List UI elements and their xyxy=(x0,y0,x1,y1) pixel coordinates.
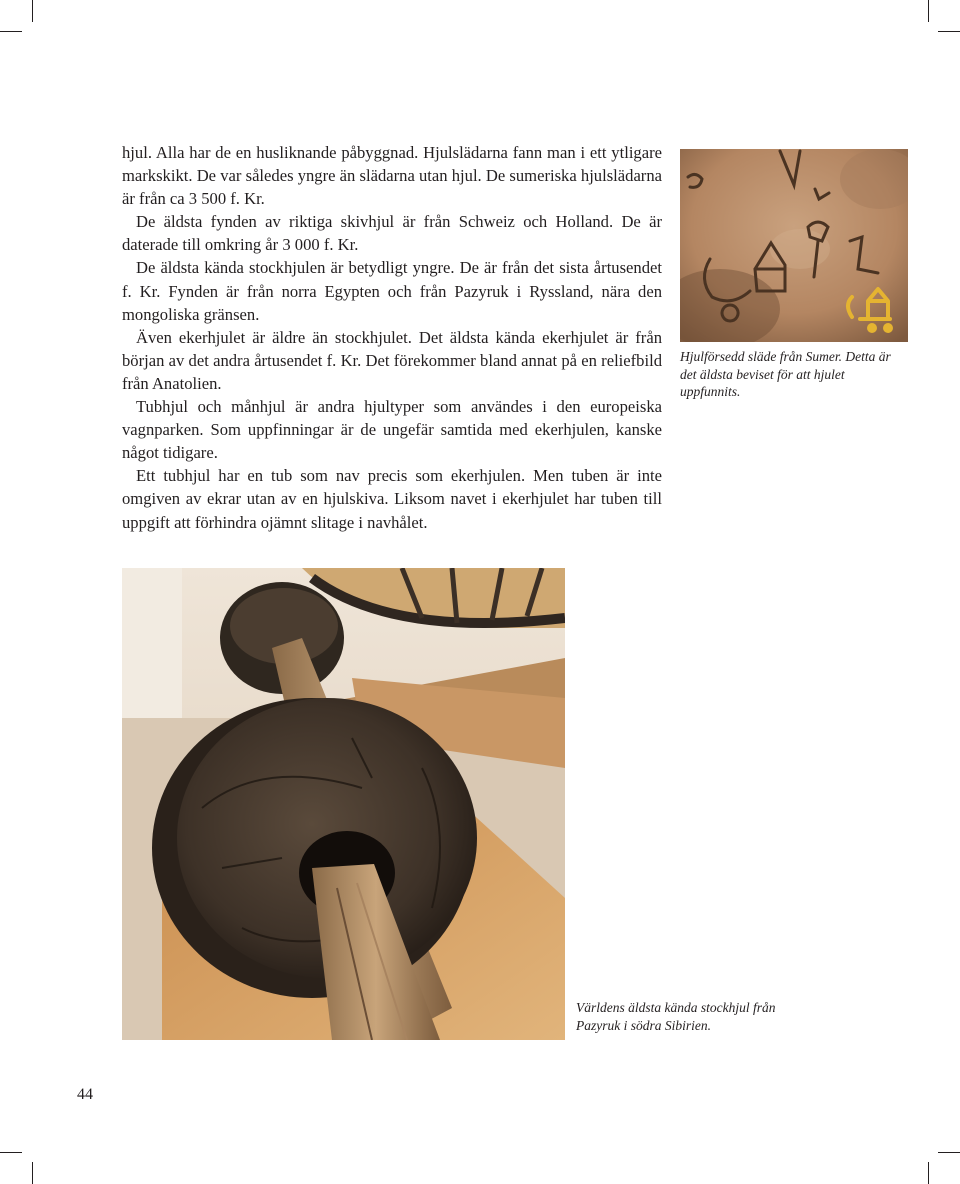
paragraph: De äldsta fynden av riktiga skivhjul är från Schweiz och Holland. De är daterade till omkring år 3 000 f. Kr. xyxy=(122,212,662,255)
crop-mark-bottom-left-v xyxy=(32,1162,33,1184)
paragraph: hjul. Alla har de en husliknande påbyggnad. Hjulslädarna fann man i ett ytligare markskikt. De var således yngre än slädarna utan hjul. De sumeriska hjulslädarna är från ca 3 500 f. Kr. xyxy=(122,143,662,209)
crop-mark-top-right-v xyxy=(928,0,929,22)
sumer-tablet-photo xyxy=(680,149,908,342)
pazyruk-photo-caption: Världens äldsta kända stockhjul från Pazyruk i södra Sibirien. xyxy=(576,1000,776,1033)
pazyruk-wheel-photo xyxy=(122,568,565,1040)
body-text xyxy=(122,141,662,534)
crop-mark-top-left-h xyxy=(0,31,22,32)
crop-mark-bottom-left-h xyxy=(0,1152,22,1153)
paragraph: Även ekerhjulet är äldre än stockhjulet. Det äldsta kända ekerhjulet är från början av det andra årtusendet f. Kr. Det förekommer bland annat på en reliefbild från Anatolien. xyxy=(122,327,662,393)
crop-mark-bottom-right-v xyxy=(928,1162,929,1184)
crop-mark-top-left-v xyxy=(32,0,33,22)
page-number: 44 xyxy=(77,1086,93,1103)
paragraph: De äldsta kända stockhjulen är betydligt yngre. De är från det sista årtusendet f. Kr. Fynden är från norra Egypten och från Pazyruk i Ryssland, nära den mongoliska gränsen. xyxy=(122,258,662,324)
paragraph: Ett tubhjul har en tub som nav precis som ekerhjulen. Men tuben är inte omgiven av ekrar utan av en hjulskiva. Liksom navet i ekerhjulet har tuben till uppgift att förhindra ojämnt slitage i navhålet. xyxy=(122,466,662,532)
crop-mark-bottom-right-h xyxy=(938,1152,960,1153)
sumer-photo-caption: Hjulförsedd släde från Sumer. Detta är det äldsta beviset för att hjulet uppfunnits. xyxy=(680,349,891,399)
crop-mark-top-right-h xyxy=(938,31,960,32)
paragraph: Tubhjul och månhjul är andra hjultyper som användes i den europeiska vagnparken. Som uppfinningar är de ungefär samtida med ekerhjulen, kanske något tidigare. xyxy=(122,397,662,463)
